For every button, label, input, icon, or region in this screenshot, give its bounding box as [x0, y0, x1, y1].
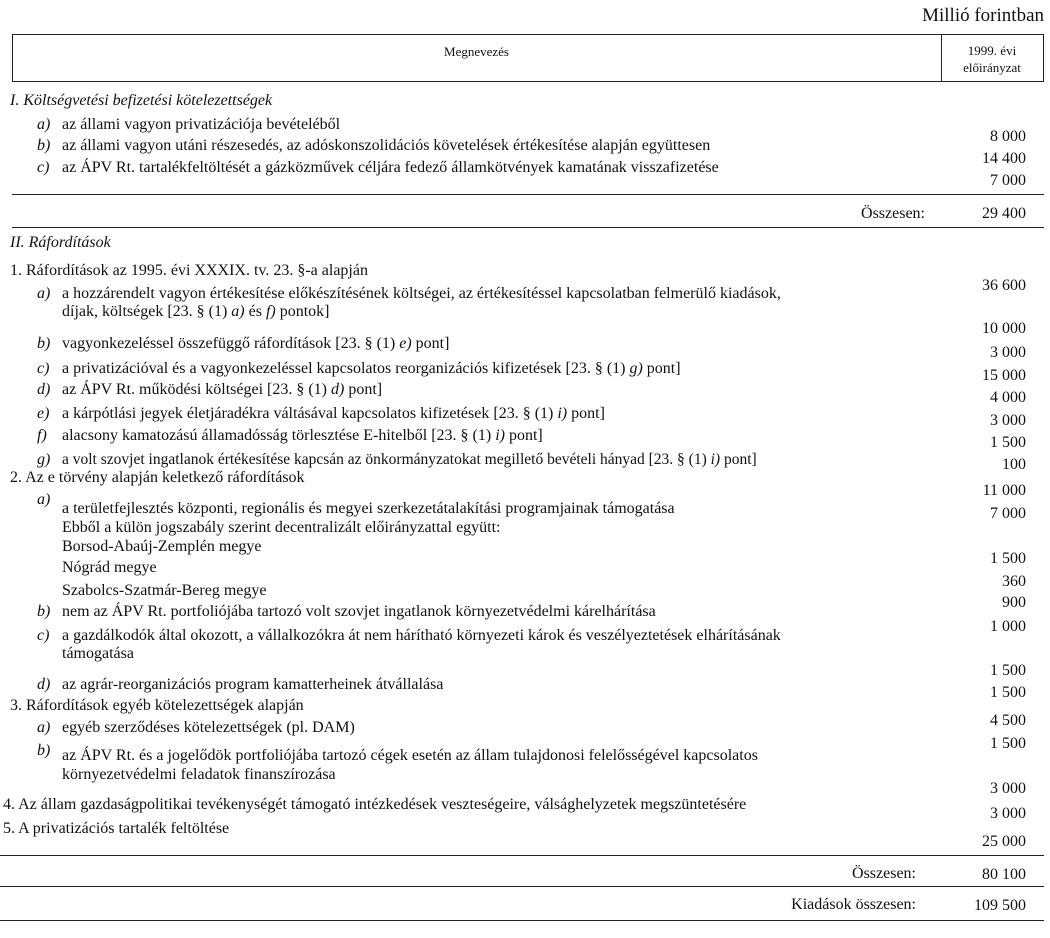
item-text: az agrár-reorganizációs program kamatterheinek átvállalása [62, 676, 444, 693]
point-letter: i) [495, 427, 505, 444]
item-text [62, 381, 382, 399]
item-value: 1 000 [990, 618, 1026, 635]
column-header-value-line1: 1999. évi [967, 43, 1017, 58]
item-mark: b) [37, 335, 51, 352]
item-mark: c) [37, 360, 50, 377]
section-2-total-value: 80 100 [982, 866, 1026, 883]
item-value: 7 000 [990, 505, 1026, 522]
grand-total-label: Kiadások összesen: [791, 896, 916, 913]
text-part: pont] [567, 405, 605, 422]
header-top-rule [12, 34, 1044, 35]
text-part: pont] [411, 335, 450, 352]
group-2-value: 11 000 [982, 482, 1026, 499]
item-mark: g) [37, 451, 51, 468]
section-2-title: II. Ráfordítások [10, 234, 111, 251]
header-bottom-rule [12, 81, 1044, 82]
item-mark: a) [37, 719, 51, 736]
group-1-value: 36 600 [982, 277, 1026, 294]
item-mark: b) [37, 603, 51, 620]
point-letter: i) [557, 405, 568, 422]
text-part: és [244, 303, 266, 320]
text-part: vagyonkezeléssel összefüggő ráfordítások [23. § (1) [62, 335, 400, 352]
item-text: egyéb szerződéses kötelezettségek (pl. DAM) [62, 719, 355, 736]
group-1-label: 1. Ráfordítások az 1995. évi XXXIX. tv. 23. §-a alapján [10, 262, 368, 279]
item-value: 1 500 [990, 434, 1026, 451]
text-part: pontok] [275, 303, 330, 320]
item-text [62, 405, 605, 423]
group-4-value: 3 000 [990, 805, 1026, 822]
item-text: a gazdálkodók által okozott, a vállalkozókra át nem hárítható környezeti károk és veszélyeztetések elhárításának [62, 627, 781, 644]
item-text-continued: támogatása [62, 645, 134, 662]
item-text [62, 451, 757, 469]
item-value: 1 500 [990, 684, 1026, 701]
section-2-end-rule [0, 886, 1044, 887]
item-value: 4 000 [990, 389, 1026, 406]
item-mark: f) [37, 427, 47, 444]
item-text [62, 335, 449, 353]
text-part: az ÁPV Rt. működési költségei [23. § (1) [62, 381, 332, 398]
item-text: a területfejlesztés központi, regionális és megyei szerkezetátalakítási programjainak támogatása [62, 500, 675, 517]
section-1-total-value: 29 400 [982, 205, 1026, 222]
county-label: Nógrád megye [62, 559, 157, 576]
group-2-label: 2. Az e törvény alapján keletkező ráfordítások [10, 469, 305, 486]
text-part: a kárpótlási jegyek életjáradékra váltásával kapcsolatos kifizetések [23. § (1) [62, 405, 558, 422]
column-header-value-line2: előirányzat [963, 60, 1021, 75]
item-value: 7 000 [990, 172, 1026, 189]
item-value: 1 500 [990, 662, 1026, 679]
item-mark: b) [37, 742, 51, 759]
item-text [62, 360, 681, 378]
item-subnote: Ebből a külön jogszabály szerint decentralizált előirányzattal együtt: [62, 519, 501, 536]
item-text: az ÁPV Rt. tartalékfeltöltését a gázközművek céljára fedező államkötvények kamatának visszafizetése [62, 159, 719, 176]
item-value: 15 000 [982, 367, 1026, 384]
item-value: 10 000 [982, 320, 1026, 337]
county-value: 360 [1002, 573, 1026, 590]
point-letter: f) [265, 303, 276, 320]
item-text-continued [62, 303, 330, 321]
point-letter: a) [231, 303, 245, 320]
item-mark: a) [37, 491, 51, 508]
item-mark: d) [37, 676, 51, 693]
item-mark: e) [37, 405, 50, 422]
item-value: 1 500 [990, 735, 1026, 752]
item-text-continued: környezetvédelmi feladatok finanszírozása [62, 766, 336, 783]
item-value: 14 400 [982, 150, 1026, 167]
text-part: alacsony kamatozású államadósság törlesztése E-hitelből [23. § (1) [62, 427, 496, 444]
text-part: a volt szovjet ingatlanok értékesítése kapcsán az önkormányzatokat megillető bevételi hányad [23. § (1) [62, 451, 711, 468]
section-1-total-rule [12, 194, 1044, 195]
county-label: Szabolcs-Szatmár-Bereg megye [62, 582, 267, 599]
item-value: 3 000 [990, 412, 1026, 429]
item-mark: c) [37, 159, 50, 176]
item-value: 3 000 [990, 344, 1026, 361]
section-1-title: I. Költségvetési befizetési kötelezettségek [10, 92, 273, 109]
item-text: az állami vagyon utáni részesedés, az adóskonszolidációs követelések értékesítése alapján együttesen [62, 137, 711, 154]
text-part: pont] [344, 381, 383, 398]
item-value: 3 000 [990, 780, 1026, 797]
text-part: a privatizációval és a vagyonkezeléssel kapcsolatos reorganizációs kifizetések [23. § (1) [62, 360, 630, 377]
section-1-total-label: Összesen: [861, 205, 925, 222]
section-2-total-rule [0, 855, 1044, 856]
item-mark: a) [37, 285, 51, 302]
item-text: nem az ÁPV Rt. portfoliójába tartozó volt szovjet ingatlanok környezetvédelmi kárelhárítása [62, 603, 656, 620]
point-letter: g) [629, 360, 643, 377]
item-text: az állami vagyon privatizációja bevételéből [62, 116, 341, 133]
county-label: Borsod-Abaúj-Zemplén megye [62, 538, 262, 555]
column-header-name: Megnevezés [444, 44, 509, 59]
item-mark: a) [37, 116, 51, 133]
point-letter: d) [331, 381, 345, 398]
text-part: pont] [504, 427, 543, 444]
item-value: 100 [1002, 456, 1026, 473]
item-value: 8 000 [990, 128, 1026, 145]
item-text: az ÁPV Rt. és a jogelődök portfoliójába tartozó cégek esetén az állam tulajdonosi felelősségével kapcsolatos [62, 747, 758, 764]
item-text [62, 427, 543, 445]
text-part: pont] [720, 451, 757, 468]
grand-total-rule [0, 920, 1044, 921]
group-3-label: 3. Ráfordítások egyéb kötelezettségek alapján [10, 697, 304, 714]
unit-caption: Millió forintban [922, 5, 1044, 26]
item-mark: d) [37, 381, 51, 398]
item-mark: b) [37, 137, 51, 154]
item-mark: c) [37, 627, 50, 644]
item-text: a hozzárendelt vagyon értékesítése előkészítésének költségei, az értékesítéssel kapcsolatban felmerülő kiadások, [62, 285, 781, 302]
header-right-border [1043, 34, 1044, 81]
point-letter: i) [710, 451, 721, 468]
group-4-label: 4. Az állam gazdaságpolitikai tevékenységét támogató intézkedések veszteségeire, válsághelyzetek megszüntetésére [3, 796, 747, 813]
text-part: díjak, költségek [23. § (1) [62, 303, 232, 320]
point-letter: e) [399, 335, 412, 352]
section-2-total-label: Összesen: [852, 865, 916, 882]
section-1-end-rule [12, 227, 1044, 228]
group-5-value: 25 000 [982, 833, 1026, 850]
county-value: 1 500 [990, 550, 1026, 567]
group-3-value: 4 500 [990, 712, 1026, 729]
county-value: 900 [1002, 594, 1026, 611]
text-part: pont] [642, 360, 681, 377]
grand-total-value: 109 500 [974, 897, 1026, 914]
group-5-label: 5. A privatizációs tartalék feltöltése [3, 820, 230, 837]
